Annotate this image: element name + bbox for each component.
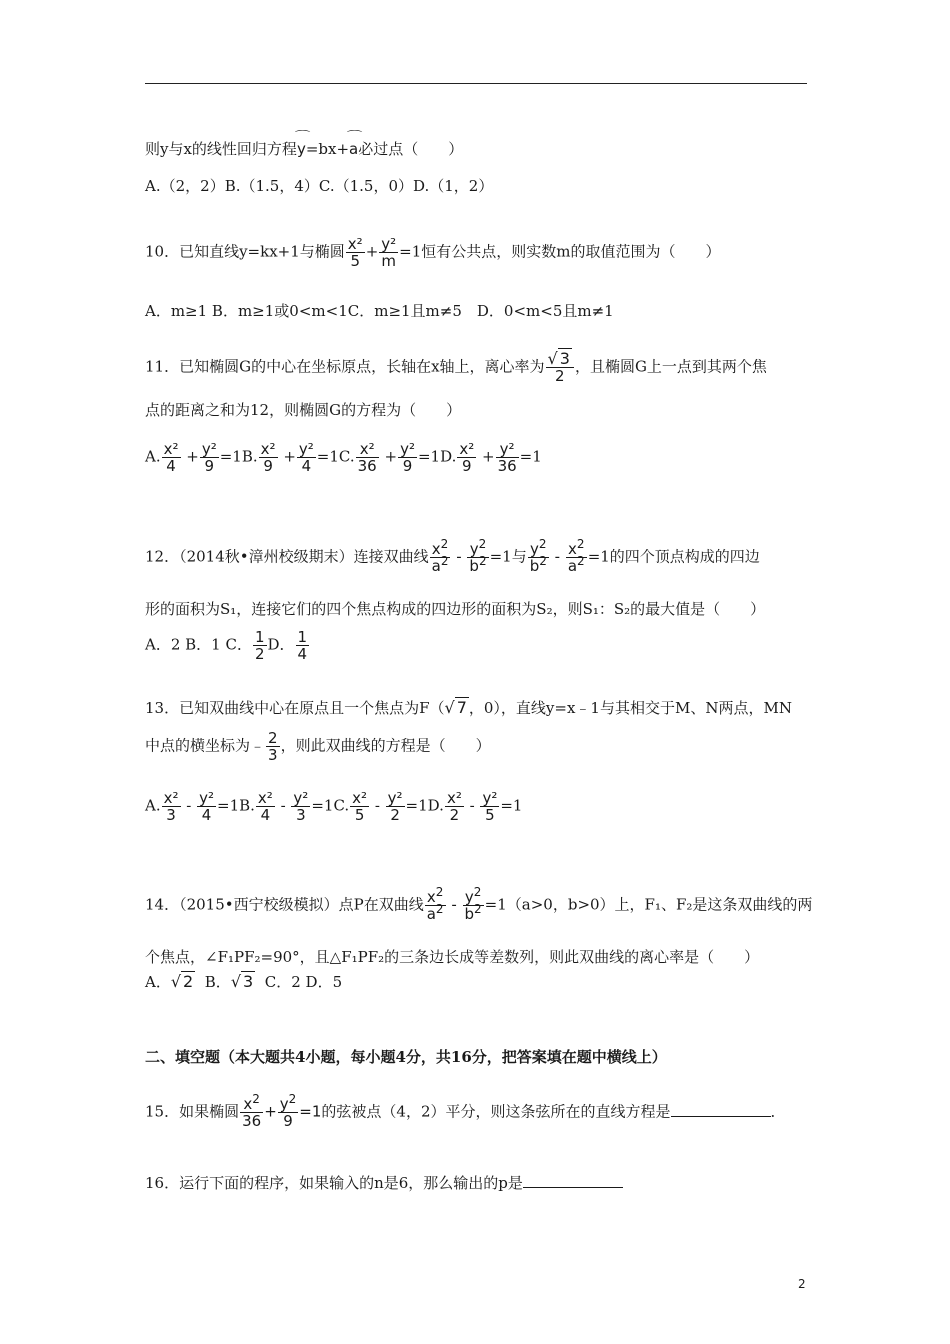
fraction — [162, 790, 181, 823]
q12-options — [145, 629, 310, 662]
denominator: 36 — [497, 457, 517, 475]
denominator: 3 — [268, 746, 278, 764]
denominator: $b^2$ — [529, 554, 547, 575]
q14-opts-cd: C．2 D．5 — [264, 973, 343, 991]
q12-stem-line2: 形的面积为S₁，连接它们的四个焦点构成的四边形的面积为S₂，则S₁：S₂的最大值是（ ） — [145, 600, 766, 618]
q11-options — [145, 441, 542, 474]
numerator: $y^2$ — [463, 889, 484, 906]
denominator: 4 — [297, 645, 308, 663]
fraction — [266, 730, 280, 763]
denominator: 5 — [485, 806, 495, 824]
fraction — [162, 441, 181, 474]
q14-tail: =1（a>0，b>0）上，F₁、F₂是这条双曲线的两 — [484, 895, 813, 914]
minus-sign: - — [451, 547, 467, 566]
fraction — [496, 441, 519, 474]
numerator: x² — [257, 789, 273, 807]
q14-lead: 14．（2015•西宁校级模拟）点P在双曲线 — [145, 895, 424, 914]
sqrt-symbol: √ 3 — [547, 349, 570, 368]
q11-stem-line2: 点的距离之和为12，则椭圆G的方程为（ ） — [145, 401, 462, 419]
option-equals: =1 — [311, 796, 334, 815]
denominator: $a^2$ — [431, 554, 449, 575]
option-equals: =1 — [405, 796, 428, 815]
plus-sign: + — [365, 242, 379, 261]
numerator: x² — [352, 789, 368, 807]
option-equals: =1 — [217, 796, 240, 815]
q12-mid2: =1的四个顶点构成的四边 — [587, 547, 760, 566]
numerator: y² — [298, 440, 314, 458]
denominator: $a^2$ — [567, 554, 585, 575]
denominator: 9 — [263, 457, 273, 475]
option-equals: =1 — [500, 796, 523, 815]
fraction — [566, 537, 587, 575]
radicand: 2 — [183, 972, 194, 991]
numerator: y² — [496, 441, 519, 458]
denominator: m — [381, 252, 397, 270]
numerator: x² — [446, 789, 462, 807]
numerator: 2 — [268, 729, 278, 747]
q9-options: A.（2，2）B.（1.5，4）C.（1.5，0）D.（1，2） — [145, 177, 494, 195]
fraction — [200, 441, 219, 474]
fraction — [297, 441, 316, 474]
q9-tail: 必过点（ ） — [358, 140, 464, 158]
numerator: y² — [400, 440, 415, 458]
numerator: y² — [482, 789, 498, 807]
numerator: y² — [293, 789, 309, 807]
numerator: $x^2$ — [240, 1096, 263, 1113]
denominator: $b^2$ — [469, 554, 487, 575]
a-hat: ⌒ a — [349, 138, 358, 160]
q13-options — [145, 790, 522, 823]
numerator: $x^2$ — [425, 889, 446, 906]
numerator: $y^2$ — [467, 541, 488, 558]
q11-lead: 11．已知椭圆G的中心在坐标原点，长轴在x轴上，离心率为 — [145, 357, 545, 376]
minus-sign: - — [446, 895, 462, 914]
option-label: A. — [145, 796, 161, 815]
fraction — [386, 790, 405, 823]
y-hat: ⌒ y — [297, 138, 306, 160]
fraction — [278, 1092, 299, 1130]
option-label: C. — [338, 447, 355, 466]
fraction — [528, 537, 549, 575]
q12-mid1: =1与 — [489, 547, 527, 566]
radicand: 7 — [456, 698, 467, 717]
fraction — [291, 790, 310, 823]
numerator: x² — [459, 440, 475, 458]
fraction — [253, 629, 267, 662]
fraction — [379, 236, 398, 269]
fraction — [480, 790, 499, 823]
fraction — [430, 537, 451, 575]
denominator: 9 — [402, 457, 413, 475]
q10-options: A．m≥1 B．m≥1或0<m<1C．m≥1且m≠5 D．0<m<5且m≠1 — [145, 302, 614, 320]
q15-lead: 15．如果椭圆 — [145, 1102, 240, 1121]
denominator: $a^2$ — [426, 902, 444, 923]
q11-tail: ，且椭圆G上一点到其两个焦 — [574, 357, 767, 376]
denominator: 9 — [462, 457, 472, 475]
q16-text: 16．运行下面的程序，如果输入的n是6，那么输出的p是 — [145, 1174, 523, 1192]
plus-sign: + — [379, 447, 398, 466]
page-number: 2 — [798, 1277, 806, 1291]
fraction — [240, 1092, 263, 1130]
q13-tail: ，0），直线y=x﹣1与其相交于M、N两点，MN — [468, 699, 792, 717]
option-label: D. — [427, 796, 444, 815]
plus-sign: + — [181, 447, 199, 466]
numerator — [546, 351, 574, 368]
fraction — [356, 441, 379, 474]
denominator: 4 — [166, 457, 176, 475]
q14-stem — [145, 885, 813, 923]
minus-sign: - — [275, 796, 291, 815]
eccentricity-fraction — [546, 351, 574, 384]
denominator: 5 — [350, 252, 361, 270]
q16-stem — [145, 1172, 623, 1194]
fraction — [256, 790, 275, 823]
minus-sign: - — [181, 796, 197, 815]
q14-opt-b-label: B． — [204, 973, 231, 991]
fraction — [197, 790, 216, 823]
plus-sign: + — [264, 1102, 277, 1121]
q13-line2a: 中点的横坐标为﹣ — [145, 736, 266, 755]
numerator: 1 — [254, 628, 265, 646]
numerator: y² — [387, 789, 403, 807]
fraction — [346, 236, 365, 269]
answer-blank[interactable] — [523, 1173, 623, 1188]
header-rule — [145, 83, 807, 84]
denominator: 2 — [254, 645, 265, 663]
denominator: 4 — [201, 806, 212, 824]
option-label: C. — [333, 796, 350, 815]
q13-stem — [145, 697, 792, 719]
q9-mid: =bx+ — [305, 140, 350, 158]
q9-text: 则y与x的线性回归方程 — [145, 140, 297, 158]
option-label: A. — [145, 447, 161, 466]
q12-opt-d-label: D． — [267, 635, 295, 654]
fraction — [350, 790, 369, 823]
numerator: y² — [199, 789, 214, 807]
plus-sign: + — [477, 447, 495, 466]
q11-stem — [145, 351, 767, 384]
minus-sign: - — [370, 796, 385, 815]
fraction — [296, 629, 310, 662]
denominator: $b^2$ — [464, 902, 482, 923]
q13-lead: 13．已知双曲线中心在原点且一个焦点为F（ — [145, 699, 445, 717]
sqrt-symbol: √ 3 — [230, 972, 254, 991]
q12-stem — [145, 537, 760, 575]
option-label: D. — [440, 447, 457, 466]
denominator: 3 — [296, 806, 306, 824]
numerator: x² — [347, 235, 363, 253]
q9-stem — [145, 138, 463, 160]
denominator: 2 — [390, 806, 400, 824]
q15-stem — [145, 1092, 786, 1130]
radicand: 3 — [243, 972, 254, 991]
denominator: 36 — [242, 1112, 262, 1130]
q10-tail: =1恒有公共点，则实数m的取值范围为（ ） — [399, 242, 721, 261]
denominator: 2 — [554, 367, 565, 385]
q15-end: ． — [770, 1102, 786, 1121]
equals-one: =1 — [299, 1102, 322, 1121]
denominator: 9 — [204, 457, 215, 475]
numerator: $y^2$ — [528, 541, 549, 558]
option-equals: =1 — [219, 447, 242, 466]
q13-line2b: ，则此双曲线的方程是（ ） — [280, 736, 491, 755]
q12-lead: 12．（2014秋•漳州校级期末）连接双曲线 — [145, 547, 429, 566]
q10-lead: 10．已知直线y=kx+1与椭圆 — [145, 242, 345, 261]
fraction — [398, 441, 417, 474]
numerator: x² — [163, 789, 179, 807]
answer-blank[interactable] — [671, 1102, 771, 1117]
denominator: 4 — [260, 806, 271, 824]
fraction — [457, 441, 476, 474]
fraction — [425, 885, 446, 923]
numerator: y² — [381, 235, 397, 253]
option-equals: =1 — [417, 447, 441, 466]
numerator: x² — [356, 441, 379, 458]
q14-stem-line2: 个焦点，∠F₁PF₂=90°，且△F₁PF₂的三条边长成等差数列，则此双曲线的离心率是（ ） — [145, 948, 760, 966]
numerator: $y^2$ — [279, 1092, 297, 1113]
option-label: B. — [239, 796, 255, 815]
denominator: 3 — [166, 806, 176, 824]
q10-stem — [145, 236, 721, 269]
sqrt-symbol: √ 7 — [444, 698, 467, 717]
minus-sign: - — [549, 547, 565, 566]
option-equals: =1 — [316, 447, 339, 466]
fraction — [463, 885, 484, 923]
q14-options — [145, 971, 342, 993]
denominator: 5 — [354, 806, 365, 824]
section-heading: 二、填空题（本大题共4小题，每小题4分，共16分，把答案填在题中横线上） — [145, 1048, 667, 1066]
numerator: x² — [163, 440, 179, 458]
fraction — [259, 441, 278, 474]
minus-sign: - — [464, 796, 480, 815]
numerator: $x^2$ — [566, 541, 587, 558]
numerator: 1 — [297, 628, 308, 646]
option-equals: =1 — [519, 447, 542, 466]
denominator: 4 — [301, 457, 312, 475]
fraction — [445, 790, 464, 823]
plus-sign: + — [278, 447, 296, 466]
q15-tail: 的弦被点（4，2）平分，则这条弦所在的直线方程是 — [321, 1102, 671, 1121]
q14-opt-a-label: A． — [145, 973, 171, 991]
denominator: 36 — [357, 457, 377, 475]
numerator: y² — [201, 440, 217, 458]
option-label: B. — [241, 447, 258, 466]
numerator: $x^2$ — [430, 541, 451, 558]
numerator: x² — [260, 440, 276, 458]
q13-stem-line2 — [145, 730, 491, 763]
denominator: 9 — [283, 1112, 293, 1130]
radicand: 3 — [559, 349, 570, 368]
fraction — [467, 537, 488, 575]
denominator: 2 — [449, 806, 460, 824]
sqrt-symbol: √ 2 — [170, 972, 194, 991]
q12-opts-ab: A．2 B．1 C． — [145, 635, 252, 654]
